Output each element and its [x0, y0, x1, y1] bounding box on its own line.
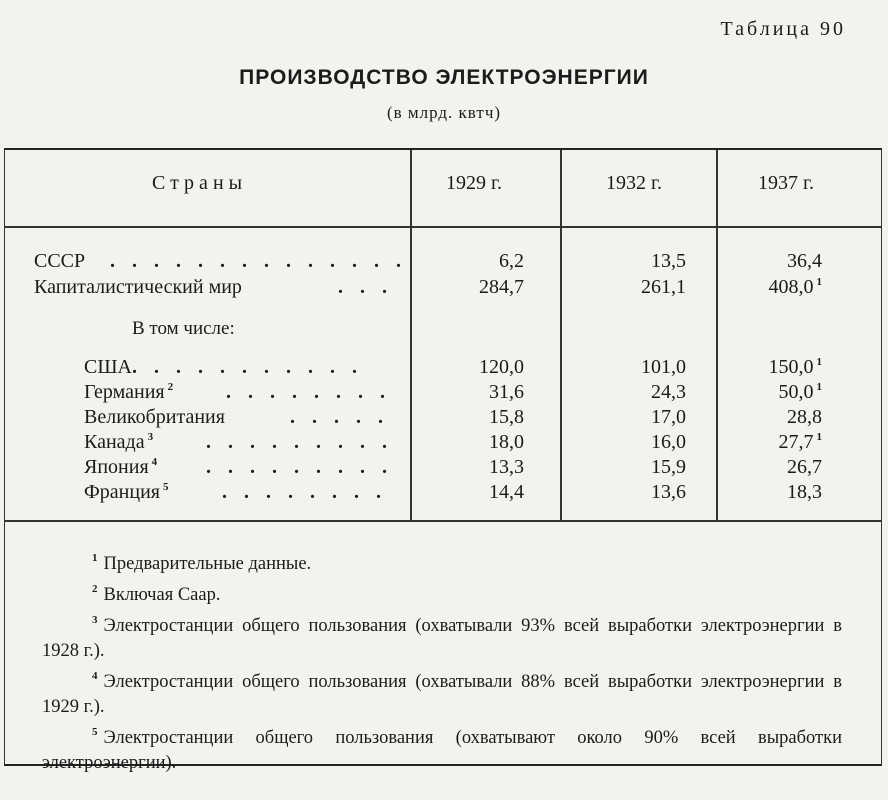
- footnote-mark: 1: [816, 276, 822, 288]
- subgroup-label: В том числе:: [132, 318, 235, 339]
- footnotes: [42, 546, 842, 776]
- value-1929: 13,3: [489, 456, 524, 478]
- footnote-text: Включая Саар.: [103, 585, 221, 605]
- header-year-1932: 1932 г.: [606, 172, 662, 194]
- row-name: Великобритания: [84, 406, 225, 428]
- footnote-mark: 5: [92, 726, 98, 738]
- value-1937: 18,3: [787, 481, 822, 503]
- value-1929: 6,2: [499, 250, 524, 272]
- footnote-mark: 3: [92, 614, 98, 626]
- leader-dots: . . . . . . . . . . .: [132, 356, 363, 378]
- value-1929: 15,8: [489, 406, 524, 428]
- footnote-mark: 1: [92, 552, 98, 564]
- value-1932: 261,1: [641, 276, 686, 298]
- table-row: [0, 250, 888, 274]
- value-1932: 101,0: [641, 356, 686, 378]
- row-name: США: [84, 356, 132, 378]
- table-row: [0, 481, 888, 505]
- footnote-mark: 1: [816, 431, 822, 443]
- value-1937: 27,7 $^1$: [778, 431, 822, 453]
- table-subtitle: (в млрд. квтч): [386, 103, 502, 122]
- value-1929: 31,6: [489, 381, 524, 403]
- row-name: Франция $^5$: [84, 481, 169, 503]
- footnote-2: [42, 577, 842, 608]
- value-1929: 18,0: [489, 431, 524, 453]
- value-1932: 17,0: [651, 406, 686, 428]
- value-1937: 50,0 $^1$: [778, 381, 822, 403]
- leader-dots: . . . . . . . . . . . . . .: [110, 250, 407, 272]
- row-name: Канада $^3$: [84, 431, 154, 453]
- header-rule: [5, 226, 881, 228]
- value-1932: 24,3: [651, 381, 686, 403]
- value-1937: 408,0 $^1$: [768, 276, 822, 298]
- footnote-text: Предварительные данные.: [103, 554, 312, 574]
- footnote-mark: 4: [151, 456, 158, 468]
- value-1929: 14,4: [489, 481, 524, 503]
- footnote-mark: 1: [816, 356, 822, 368]
- value-1929: 120,0: [479, 356, 524, 378]
- table-row: [0, 456, 888, 480]
- footnote-text: Электростанции общего пользования (охватывали 93% всей выработки электроэнергии в 1928 г.).: [42, 616, 842, 661]
- footnote-4: [42, 664, 842, 720]
- footnote-mark: 2: [92, 583, 98, 595]
- table-title: ПРОИЗВОДСТВО ЭЛЕКТРОЭНЕРГИИ: [239, 66, 649, 89]
- header-countries: Страны: [152, 172, 248, 194]
- value-1937: 36,4: [787, 250, 822, 272]
- row-name: Капиталистический мир: [34, 276, 242, 298]
- footnote-text: Электростанции общего пользования (охватывали 88% всей выработки электроэнергии в 1929 г.).: [42, 672, 842, 717]
- row-name: Германия $^2$: [84, 381, 174, 403]
- footnote-mark: 1: [816, 381, 822, 393]
- row-name: СССР: [34, 250, 86, 272]
- footnote-mark: 5: [163, 481, 169, 493]
- footnote-rule: [5, 520, 881, 522]
- table-row: [0, 276, 888, 300]
- header-year-1929: 1929 г.: [446, 172, 502, 194]
- leader-dots: . . . . .: [290, 406, 389, 428]
- leader-dots: . . . . . . . .: [226, 381, 391, 403]
- table-row: [0, 406, 888, 430]
- leader-dots: . . .: [338, 276, 393, 298]
- value-1932: 13,5: [651, 250, 686, 272]
- table-row: [0, 356, 888, 380]
- value-1929: 284,7: [479, 276, 524, 298]
- footnote-5: [42, 720, 842, 776]
- value-1932: 13,6: [651, 481, 686, 503]
- table-number: Таблица 90: [720, 18, 846, 40]
- leader-dots: . . . . . . . .: [222, 481, 387, 503]
- header-year-1937: 1937 г.: [758, 172, 814, 194]
- table-row: [0, 381, 888, 405]
- footnote-text: Электростанции общего пользования (охватывают около 90% всей выработки электроэнергии).: [42, 728, 842, 773]
- footnote-mark: 4: [92, 670, 98, 682]
- footnote-mark: 2: [167, 381, 174, 393]
- footnote-mark: 3: [147, 431, 154, 443]
- value-1937: 28,8: [787, 406, 822, 428]
- footnote-3: [42, 608, 842, 664]
- leader-dots: . . . . . . . . .: [206, 456, 393, 478]
- table-row: [0, 431, 888, 455]
- row-name: Япония $^4$: [84, 456, 158, 478]
- leader-dots: . . . . . . . . .: [206, 431, 393, 453]
- value-1937: 26,7: [787, 456, 822, 478]
- value-1937: 150,0 $^1$: [768, 356, 822, 378]
- footnote-1: [42, 546, 842, 577]
- value-1932: 16,0: [651, 431, 686, 453]
- value-1932: 15,9: [651, 456, 686, 478]
